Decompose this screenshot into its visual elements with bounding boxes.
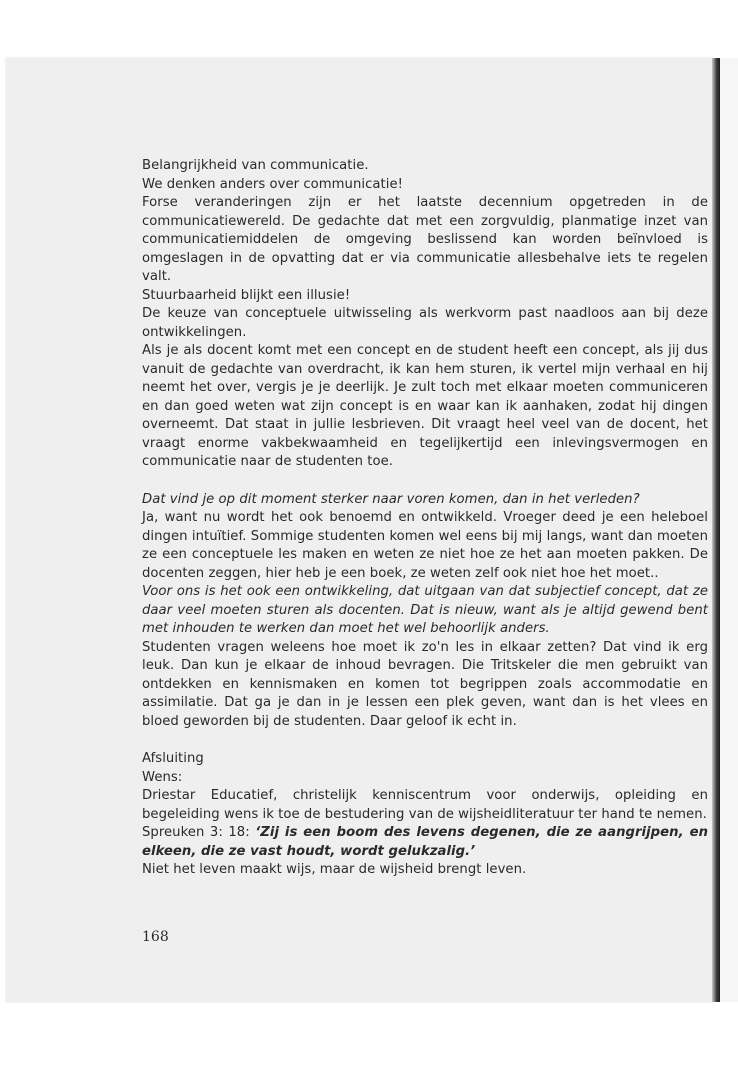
page-number: 168 [142, 929, 169, 945]
paragraph-closing: Niet het leven maakt wijs, maar de wijsheid brengt leven. [142, 862, 527, 877]
paragraph-veranderingen: Forse veranderingen zijn er het laatste decennium opgetreden in de communicatiewereld. De gedachte dat met een zorgvuldig, planmatige inzet van communicatiemiddelen de omgeving beslissend kan worden beïnvloed is omgeslagen in de opvatting dat er via communicatie allesbehalve iets te regelen valt. [142, 195, 708, 284]
paragraph-docent-concept: Als je als docent komt met een concept en de student heeft een concept, als jij dus vanuit de gedachte van overdracht, ik kan hem sturen, ik vertel mijn verhaal en hij neemt het over, vergis je je deerlijk. Je zult toch met elkaar moeten communiceren en dan goed weten wat zijn concept is en waar kan ik aanhaken, zodat hij dingen overneemt. Dat staat in jullie lesbrieven. Dit vraagt heel veel van de docent, het vraagt enorme vakbekwaamheid en tegelijkertijd een inlevingsvermogen en communicatie naar de studenten toe. [142, 343, 708, 469]
paragraph-spreuken [142, 824, 708, 861]
paragraph-answer-1: Ja, want nu wordt het ook benoemd en ontwikkeld. Vroeger deed je een heleboel dingen intuïtief. Sommige studenten komen wel eens bij mij langs, want dan moeten ze een conceptuele les maken en weten ze niet hoe ze het aan moeten pakken. De docenten zeggen, hier heb je een boek, ze weten zelf ook niet hoe het moet.. [142, 510, 708, 581]
interview-question-2 [142, 583, 708, 639]
paragraph-driestar: Driestar Educatief, christelijk kenniscentrum voor onderwijs, opleiding en begeleiding wens ik toe de bestudering van de wijsheidliteratuur ter hand te nemen. [142, 788, 708, 822]
verse-reference: Spreuken 3: 18: [142, 825, 256, 840]
facing-page-edge [720, 58, 738, 1002]
section-heading-afsluiting: Afsluiting [142, 751, 204, 766]
paragraph-statement: We denken anders over communicatie! [142, 176, 403, 192]
spacer [142, 731, 708, 750]
paragraph-keuze: De keuze van conceptuele uitwisseling als werkvorm past naadloos aan bij deze ontwikkelingen. [142, 306, 708, 340]
paragraph-answer-2: Studenten vragen weleens hoe moet ik zo'n les in elkaar zetten? Dat vind ik erg leuk. Dan kun je elkaar de inhoud bevragen. Die Tritskeler die men gebruikt van ontdekken en kennismaken en komen tot begrippen zoals accommodatie en assimilatie. Dat ga je dan in je lessen een plek geven, want dan is het vlees en bloed geworden bij de studenten. Daar geloof ik echt in. [142, 639, 708, 729]
section-subheading-wens: Wens: [142, 769, 183, 785]
spacer [142, 472, 708, 491]
interview-question-1 [142, 491, 708, 510]
question-text: Dat vind je op dit moment sterker naar voren komen, dan in het verleden? [142, 491, 640, 507]
page-body-text [142, 157, 708, 880]
question-text: Voor ons is het ook een ontwikkeling, dat uitgaan van dat subjectief concept, dat ze daar veel moeten sturen als docenten. Dat is nieuw, want als je altijd gewend bent met inhouden te werken dan moet het wel behoorlijk anders. [142, 584, 708, 636]
verse-quote: ‘Zij is een boom des levens degenen, die ze aangrijpen, en elkeen, die ze vast houdt, wordt gelukzalig.’ [142, 825, 709, 859]
paragraph-stuurbaarheid: Stuurbaarheid blijkt een illusie! [142, 287, 351, 303]
book-spine-shadow [712, 58, 720, 1002]
paragraph-heading-communicatie: Belangrijkheid van communicatie. [142, 158, 369, 173]
